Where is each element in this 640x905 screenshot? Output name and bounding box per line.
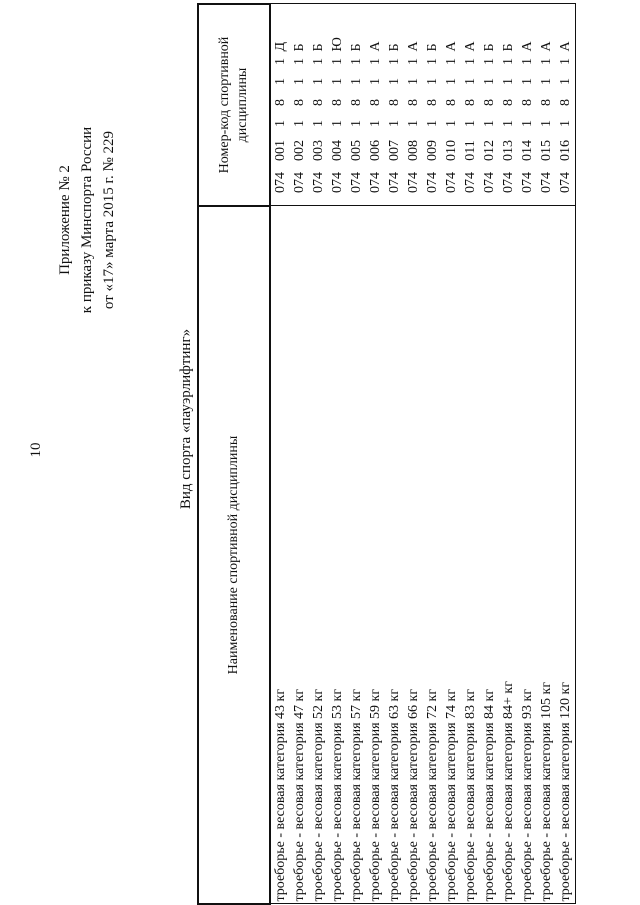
code-part: 1 [482, 120, 497, 127]
discipline-code-cell [480, 4, 499, 206]
discipline-name-cell: троеборье - весовая категория 53 кг [328, 206, 347, 904]
discipline-name-cell: троеборье - весовая категория 105 кг [537, 206, 556, 904]
code-part: 1 [501, 78, 516, 85]
code-part: 1 [349, 120, 364, 127]
discipline-code-cell [423, 4, 442, 206]
discipline-name-cell: троеборье - весовая категория 83 кг [461, 206, 480, 904]
discipline-code-cell [328, 4, 347, 206]
code-part: А [539, 41, 554, 52]
code-part: 1 [292, 78, 307, 85]
code-part: 1 [520, 120, 535, 127]
table-row [290, 4, 309, 904]
code-part: 1 [425, 58, 440, 65]
discipline-name-cell: троеборье - весовая категория 63 кг [385, 206, 404, 904]
discipline-name-cell: троеборье - весовая категория 84 кг [480, 206, 499, 904]
table-row [518, 4, 537, 904]
code-part: 8 [273, 99, 288, 106]
code-part: 1 [387, 120, 402, 127]
code-part: 1 [558, 78, 573, 85]
table-row [366, 4, 385, 904]
code-part: Б [387, 43, 402, 52]
code-part: 1 [501, 58, 516, 65]
code-part: 8 [368, 99, 383, 106]
appendix-header [54, 65, 120, 375]
code-part: А [558, 41, 573, 52]
code-part: 8 [501, 99, 516, 106]
discipline-code-cell [461, 4, 480, 206]
code-part: 1 [330, 78, 345, 85]
code-part: 8 [292, 99, 307, 106]
code-part: 8 [330, 99, 345, 106]
appendix-line-3: от «17» марта 2015 г. № 229 [101, 130, 117, 310]
code-part: 009 [425, 140, 440, 161]
code-part: 008 [406, 140, 421, 161]
code-part: 005 [349, 140, 364, 161]
code-part: Ю [330, 37, 345, 52]
table-row [537, 4, 556, 904]
page-number: 10 [28, 442, 44, 458]
code-part: 1 [349, 78, 364, 85]
code-part: 1 [520, 58, 535, 65]
code-part: 013 [501, 140, 516, 161]
discipline-name-cell: троеборье - весовая категория 59 кг [366, 206, 385, 904]
code-part: 1 [406, 120, 421, 127]
discipline-code-cell [537, 4, 556, 206]
table-header-row [198, 4, 270, 904]
code-part: 074 [311, 172, 326, 193]
code-part: 1 [444, 120, 459, 127]
code-part: Д [273, 41, 288, 52]
code-part: А [368, 41, 383, 52]
discipline-name-cell: троеборье - весовая категория 43 кг [270, 206, 290, 904]
code-part: 010 [444, 140, 459, 161]
discipline-name-cell: троеборье - весовая категория 66 кг [404, 206, 423, 904]
code-part: Б [292, 43, 307, 52]
code-part: 8 [425, 99, 440, 106]
code-part: 8 [482, 99, 497, 106]
code-part: 074 [482, 172, 497, 193]
code-part: 011 [463, 140, 478, 161]
code-part: 006 [368, 140, 383, 161]
code-part: 8 [558, 99, 573, 106]
code-part: 074 [368, 172, 383, 193]
code-part: 1 [444, 58, 459, 65]
code-part: 074 [330, 172, 345, 193]
code-part: 1 [273, 78, 288, 85]
code-part: 074 [520, 172, 535, 193]
code-part: 1 [425, 120, 440, 127]
code-part: 004 [330, 140, 345, 161]
code-part: 1 [539, 78, 554, 85]
discipline-code-cell [385, 4, 404, 206]
code-part: А [463, 41, 478, 52]
discipline-code-cell [366, 4, 385, 206]
discipline-name-cell: троеборье - весовая категория 47 кг [290, 206, 309, 904]
code-part: 8 [539, 99, 554, 106]
discipline-name-cell: троеборье - весовая категория 84+ кг [499, 206, 518, 904]
code-part: 1 [406, 78, 421, 85]
code-part: 8 [520, 99, 535, 106]
code-part: 074 [463, 172, 478, 193]
table-row [461, 4, 480, 904]
code-part: 001 [273, 140, 288, 161]
code-part: 016 [558, 140, 573, 161]
discipline-name-cell: троеборье - весовая категория 93 кг [518, 206, 537, 904]
discipline-name-cell: троеборье - весовая категория 120 кг [556, 206, 576, 904]
discipline-name-cell: троеборье - весовая категория 72 кг [423, 206, 442, 904]
code-part: 8 [311, 99, 326, 106]
code-part: 1 [520, 78, 535, 85]
discipline-code-cell [309, 4, 328, 206]
code-part: 074 [501, 172, 516, 193]
code-part: 1 [330, 120, 345, 127]
code-part: 1 [482, 78, 497, 85]
code-part: 1 [292, 58, 307, 65]
code-part: Б [425, 43, 440, 52]
code-part: 015 [539, 140, 554, 161]
discipline-code-cell [499, 4, 518, 206]
sport-title: Вид спорта «пауэрлифтинг» [178, 328, 194, 510]
code-part: 1 [539, 120, 554, 127]
discipline-code-cell [347, 4, 366, 206]
code-part: 1 [444, 78, 459, 85]
code-part: 1 [539, 58, 554, 65]
code-part: 1 [482, 58, 497, 65]
code-part: 1 [463, 120, 478, 127]
code-part: 012 [482, 140, 497, 161]
table-row [347, 4, 366, 904]
discipline-name-cell: троеборье - весовая категория 52 кг [309, 206, 328, 904]
code-part: 8 [387, 99, 402, 106]
code-part: 007 [387, 140, 402, 161]
code-part: 074 [273, 172, 288, 193]
table-row [404, 4, 423, 904]
code-part: 074 [539, 172, 554, 193]
discipline-code-cell [556, 4, 576, 206]
table-body [270, 4, 576, 904]
table-row [480, 4, 499, 904]
code-part: 1 [273, 120, 288, 127]
code-part: А [444, 41, 459, 52]
appendix-line-1: Приложение № 2 [57, 165, 73, 275]
table-row [385, 4, 404, 904]
code-part: 1 [368, 78, 383, 85]
table-row [499, 4, 518, 904]
discipline-code-cell [290, 4, 309, 206]
code-part: 003 [311, 140, 326, 161]
code-part: 1 [501, 120, 516, 127]
code-part: 1 [368, 58, 383, 65]
code-part: 1 [425, 78, 440, 85]
table-row [423, 4, 442, 904]
code-part: 074 [425, 172, 440, 193]
code-part: 1 [273, 58, 288, 65]
table-row [442, 4, 461, 904]
code-part: 074 [558, 172, 573, 193]
code-part: 074 [292, 172, 307, 193]
code-part: 074 [406, 172, 421, 193]
table-row [328, 4, 347, 904]
code-part: А [520, 41, 535, 52]
code-part: 1 [558, 58, 573, 65]
code-part: 1 [292, 120, 307, 127]
code-part: 002 [292, 140, 307, 161]
code-part: Б [349, 43, 364, 52]
code-part: 1 [387, 58, 402, 65]
discipline-name-cell: троеборье - весовая категория 57 кг [347, 206, 366, 904]
code-part: Б [311, 43, 326, 52]
code-part: 8 [406, 99, 421, 106]
code-part: 1 [311, 58, 326, 65]
discipline-name-cell: троеборье - весовая категория 74 кг [442, 206, 461, 904]
code-part: 8 [463, 99, 478, 106]
table-row [556, 4, 576, 904]
discipline-code-cell [442, 4, 461, 206]
code-part: 074 [387, 172, 402, 193]
discipline-code-cell [270, 4, 290, 206]
code-part: 074 [349, 172, 364, 193]
appendix-line-2: к приказу Минспорта России [79, 126, 95, 314]
code-part: 1 [387, 78, 402, 85]
code-part: 1 [349, 58, 364, 65]
code-part: 1 [368, 120, 383, 127]
code-part: 1 [406, 58, 421, 65]
code-part: Б [501, 43, 516, 52]
code-part: 1 [311, 78, 326, 85]
code-part: 1 [463, 58, 478, 65]
code-part: 014 [520, 140, 535, 161]
header-discipline-name: Наименование спортивной дисциплины [198, 206, 270, 904]
code-part: 8 [349, 99, 364, 106]
code-part: 1 [311, 120, 326, 127]
table-row [309, 4, 328, 904]
code-part: Б [482, 43, 497, 52]
code-part: 074 [444, 172, 459, 193]
discipline-code-cell [518, 4, 537, 206]
code-part: 1 [558, 120, 573, 127]
code-part: 1 [463, 78, 478, 85]
code-part: 8 [444, 99, 459, 106]
disciplines-table [197, 3, 576, 905]
header-discipline-code: Номер-код спортивной дисциплины [198, 4, 270, 206]
table-row [270, 4, 290, 904]
code-part: А [406, 41, 421, 52]
discipline-code-cell [404, 4, 423, 206]
code-part: 1 [330, 58, 345, 65]
